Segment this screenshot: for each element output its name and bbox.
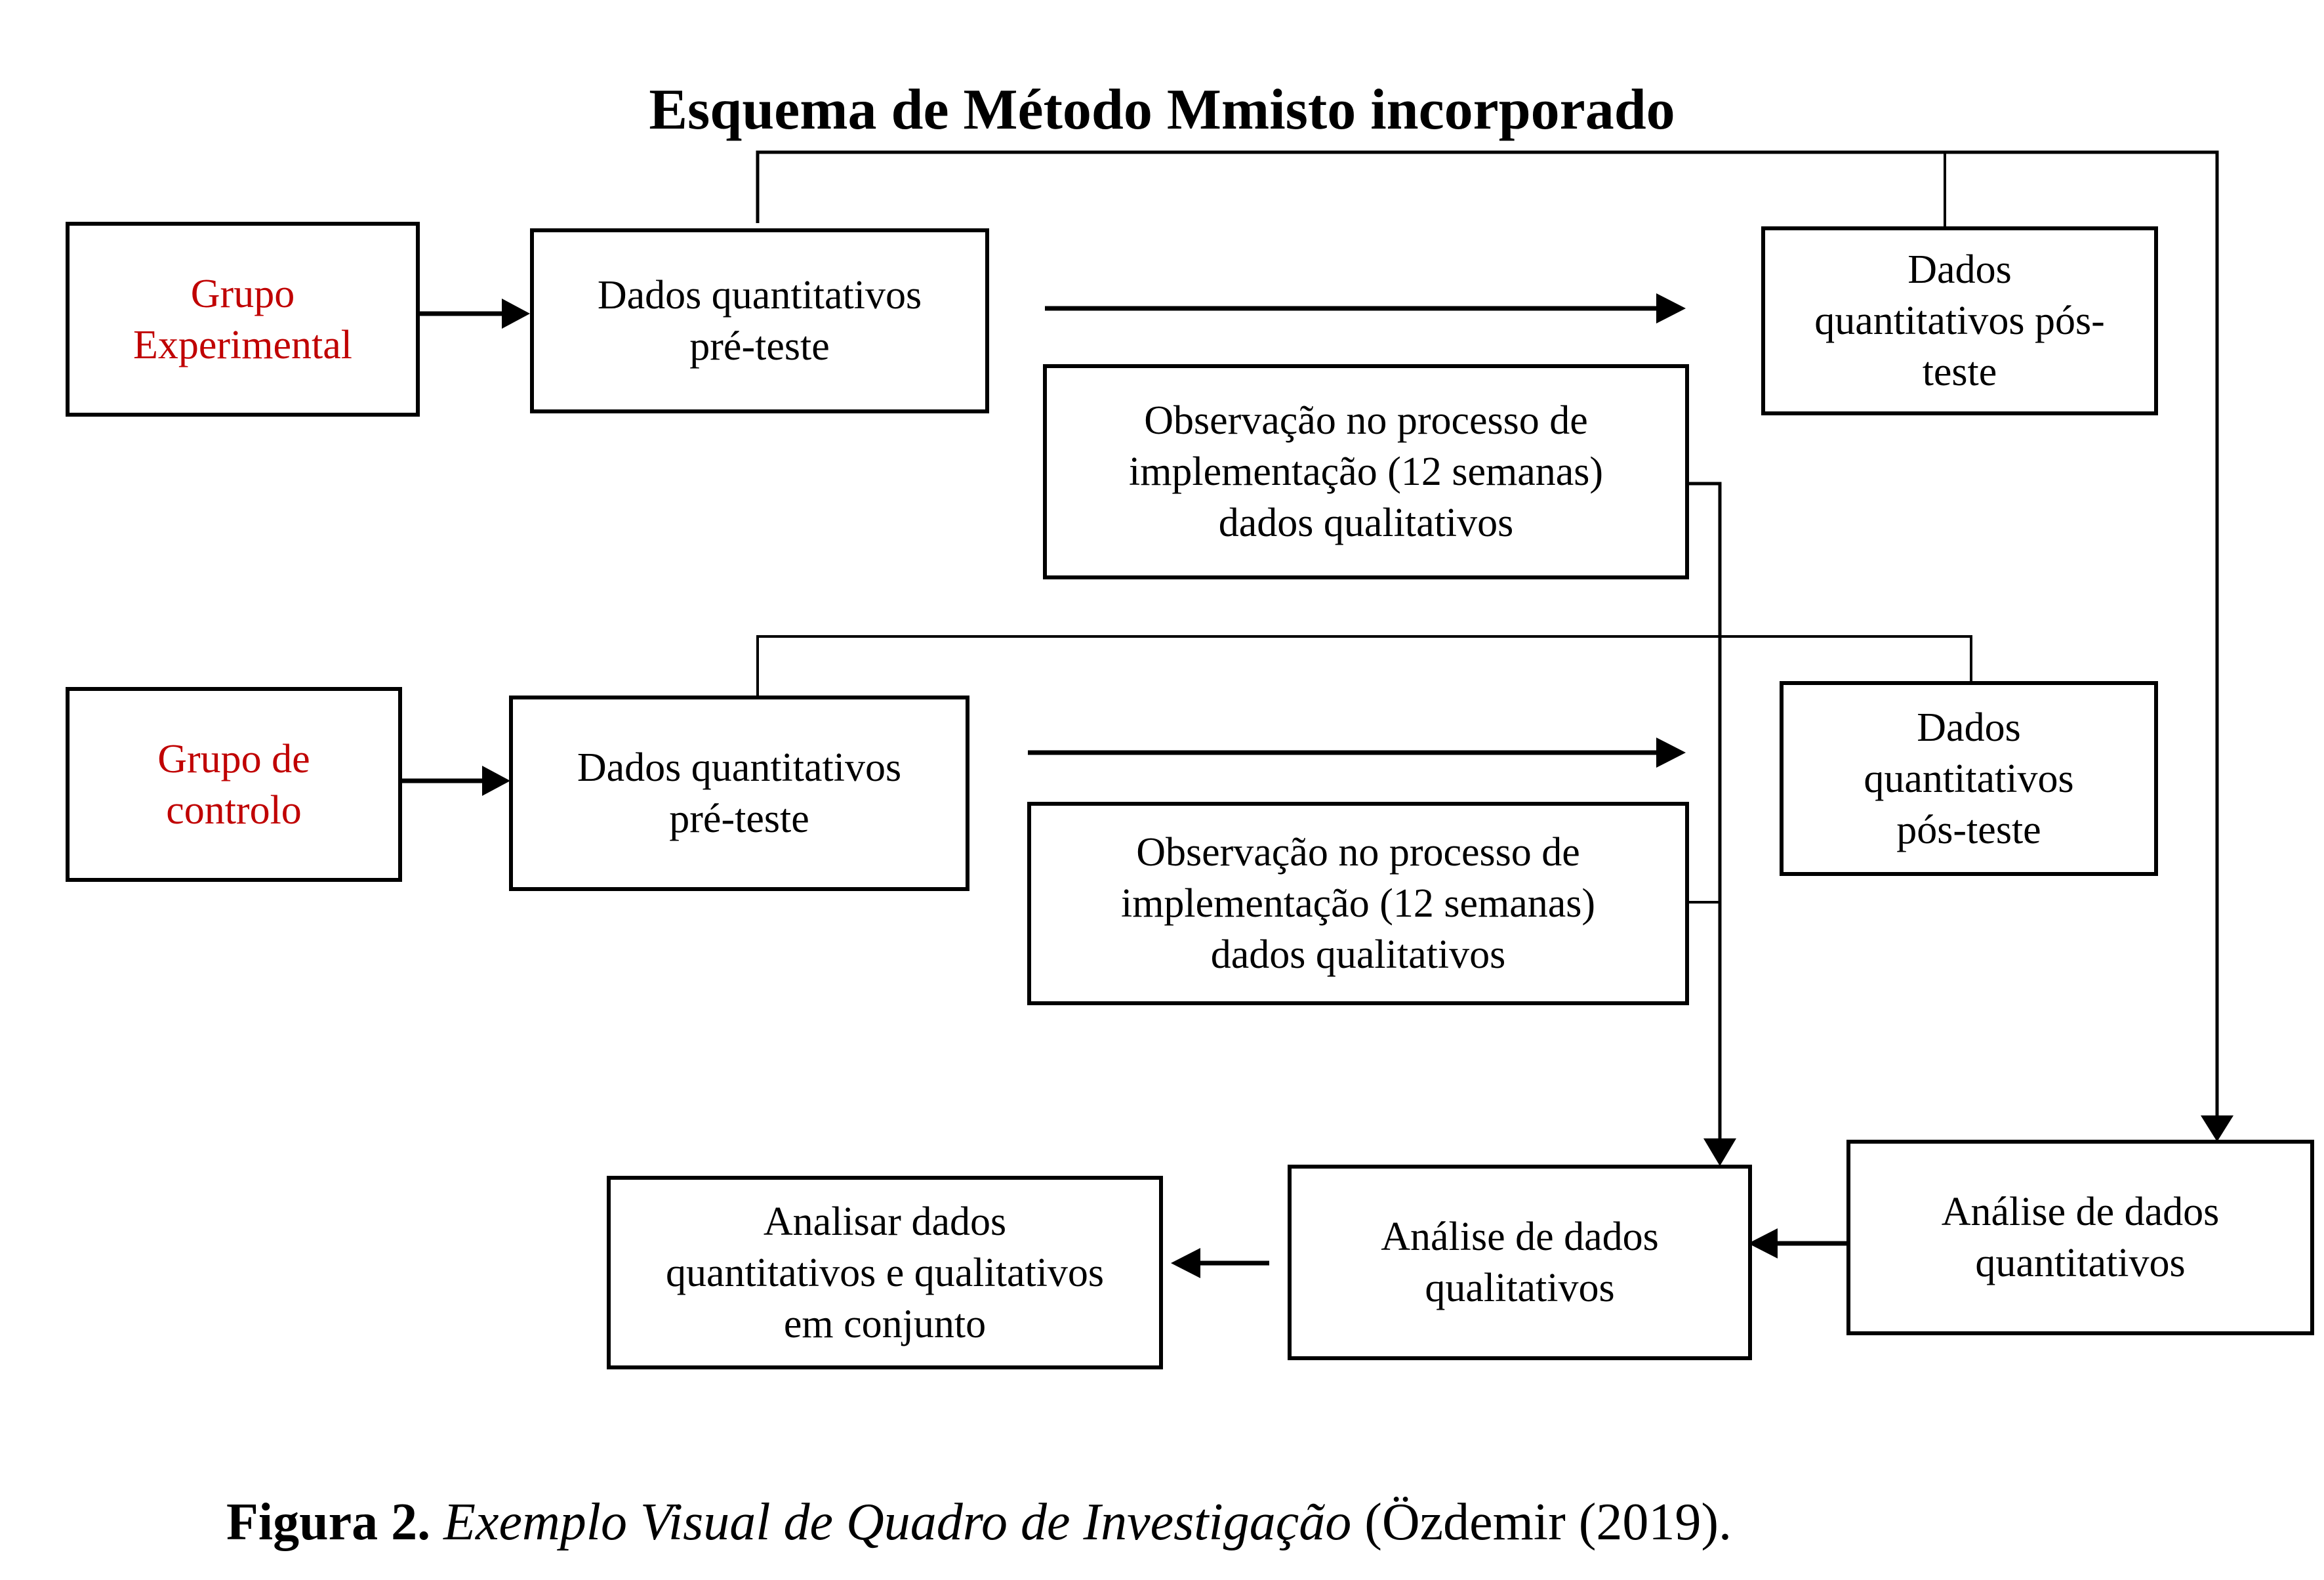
exp-observacao-box [1043, 364, 1689, 579]
arrowhead-exp-middle [1656, 293, 1686, 323]
grupo-experimental-box [66, 222, 420, 417]
analise-quantitativos-label: Análise de dados quantitativos [1941, 1190, 2220, 1285]
arrowhead-to-analise-quantitativos [2201, 1115, 2233, 1142]
grupo-controlo-box [66, 687, 402, 882]
connector-exp-obs-to-vertical [1687, 484, 1720, 1142]
exp-observacao-label: Observação no processo de implementação (12 semanas) dados qualitativos [1128, 398, 1604, 545]
arrowhead-qual-to-conjunto [1171, 1248, 1200, 1278]
exp-pre-teste-label: Dados quantitativos pré-teste [597, 273, 922, 369]
grupo-controlo-label: Grupo de controlo [157, 736, 310, 833]
exp-pos-teste-box [1761, 226, 2158, 415]
analise-qualitativos-box [1288, 1165, 1752, 1360]
ctrl-pre-teste-label: Dados quantitativos pré-teste [577, 745, 902, 841]
exp-pos-teste-label: Dados quantitativos pós- teste [1814, 247, 2105, 394]
ctrl-pre-teste-box [509, 696, 969, 891]
arrowhead-exp-group-to-pre [502, 299, 530, 329]
analise-quantitativos-box [1846, 1140, 2314, 1335]
arrowhead-ctrl-group-to-pre [482, 766, 510, 796]
figure-caption [226, 1489, 1732, 1555]
arrowhead-to-analise-qualitativos [1703, 1138, 1736, 1166]
ctrl-pos-teste-label: Dados quantitativos pós-teste [1864, 705, 2074, 852]
analisar-conjunto-label: Analisar dados quantitativos e qualitativos em conjunto [665, 1199, 1105, 1346]
caption-label: Figura 2. [226, 1493, 431, 1551]
caption-source: (Özdemir (2019). [1364, 1493, 1732, 1551]
ctrl-observacao-label: Observação no processo de implementação (12 semanas) dados qualitativos [1120, 830, 1596, 977]
ctrl-observacao-box [1027, 802, 1689, 1005]
analisar-conjunto-box [607, 1176, 1163, 1369]
caption-title: Exemplo Visual de Quadro de Investigação [443, 1493, 1352, 1551]
analise-qualitativos-label: Análise de dados qualitativos [1381, 1215, 1659, 1310]
grupo-experimental-label: Grupo Experimental [133, 271, 352, 367]
diagram-title: Esquema de Método Mmisto incorporado [649, 78, 1675, 142]
ctrl-pos-teste-box [1780, 681, 2158, 876]
exp-pre-teste-box [530, 228, 989, 413]
arrowhead-quant-to-qual [1748, 1228, 1778, 1258]
arrowhead-ctrl-middle [1656, 738, 1686, 768]
